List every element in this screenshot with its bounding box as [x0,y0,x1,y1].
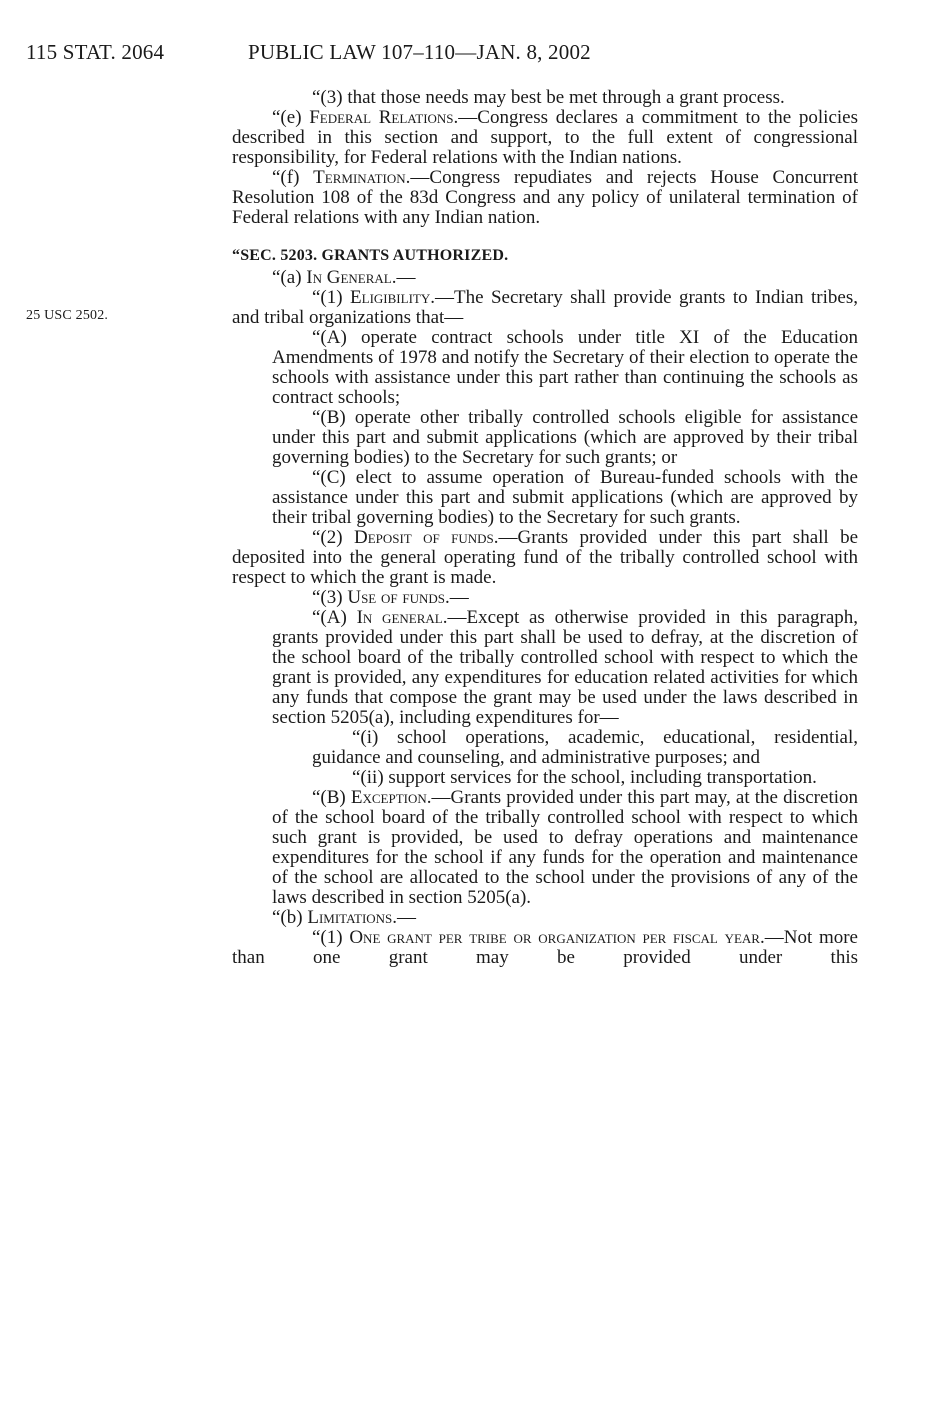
subparagraph-a1-A: “(A) operate contract schools under title XI of the Education Amendments of 1978 and notify the Secretary of their election to operate the schools with assistance under this part rather than continuing the schools as contract schools; [272,327,858,408]
page-header [26,40,786,70]
subsection-b-heading: Limitations. [307,907,398,928]
paragraph-a1: “(1) Eligibility.—The Secretary shall provide grants to Indian tribes, and tribal organizations that— [232,287,858,328]
subparagraph-a3-A: “(A) In general.—Except as otherwise provided in this paragraph, grants provided under this part shall be used to defray, at the discretion of the school board of the tribally controlled school with respect to which the grant is provided, any expenditures for education related activities for which any funds that compose the grant may be used under the laws described in section 5205(a), including expenditures for— [272,607,859,728]
paragraph-a2-heading: Deposit of funds. [353,527,499,548]
clause-a3-A-ii: “(ii) support services for the school, including transportation. [352,767,817,788]
subsection-f: “(f) Termination.—Congress repudiates and rejects House Concurrent Resolution 108 of the 83d Congress and any policy of unilateral termination of Federal relations with any Indian nation. [232,167,858,228]
usc-margin-note: 25 USC 2502. [26,308,109,323]
paragraph-a1-heading: Eligibility. [350,287,435,308]
subparagraph-a3-B-heading: Exception. [350,787,432,808]
running-head: PUBLIC LAW 107–110—JAN. 8, 2002 [248,40,591,64]
stat-page-number: 115 STAT. 2064 [26,40,165,64]
paragraph-b1-heading: One grant per tribe or organization per fiscal year. [349,927,765,948]
subsection-f-heading: Termination. [313,167,411,188]
subsection-a-heading: In General. [306,267,397,288]
paragraph-a2: “(2) Deposit of funds.—Grants provided under this part shall be deposited into the general operating fund of the tribally controlled school with respect to which the grant is made. [232,527,859,588]
subsection-e: “(e) Federal Relations.—Congress declares a commitment to the policies described in this section and support, to the full extent of congressional responsibility, for Federal relations with the Indian nations. [232,107,858,168]
paragraph-a3-heading: Use of funds. [347,587,450,608]
subparagraph-a3-A-heading: In general. [356,607,448,628]
subparagraph-a1-B: “(B) operate other tribally controlled schools eligible for assistance under this part and submit applications (which are approved by their tribal governing bodies) to the Secretary for such grants; or [272,407,858,468]
paragraph-a3: “(3) Use of funds.— [312,587,469,608]
subparagraph-a3-B: “(B) Exception.—Grants provided under this part may, at the discretion of the school board of the tribally controlled school with respect to which such grant is provided, be used to defray operations and maintenance expenditures for the school if any funds for the operation and maintenance of the school are allocated to the school under the provisions of any of the laws described in section 5205(a). [272,787,858,908]
paragraph-3-process: “(3) that those needs may best be met through a grant process. [312,87,785,108]
section-heading: “SEC. 5203. GRANTS AUTHORIZED. [232,247,509,264]
subsection-e-heading: Federal Relations. [309,107,459,128]
statute-text [232,88,858,968]
clause-a3-A-i: “(i) school operations, academic, educational, residential, guidance and counseling, and administrative purposes; and [312,727,858,768]
paragraph-b1: “(1) One grant per tribe or organization per fiscal year.—Not more than one grant may be provided under this [232,927,858,968]
subsection-b: “(b) Limitations.— [272,907,417,928]
subparagraph-a1-C: “(C) elect to assume operation of Bureau-funded schools with the assistance under this part and submit applications (which are approved by their tribal governing bodies) to the Secretary for such grants. [272,467,858,528]
subsection-a: “(a) In General.— [272,267,416,288]
